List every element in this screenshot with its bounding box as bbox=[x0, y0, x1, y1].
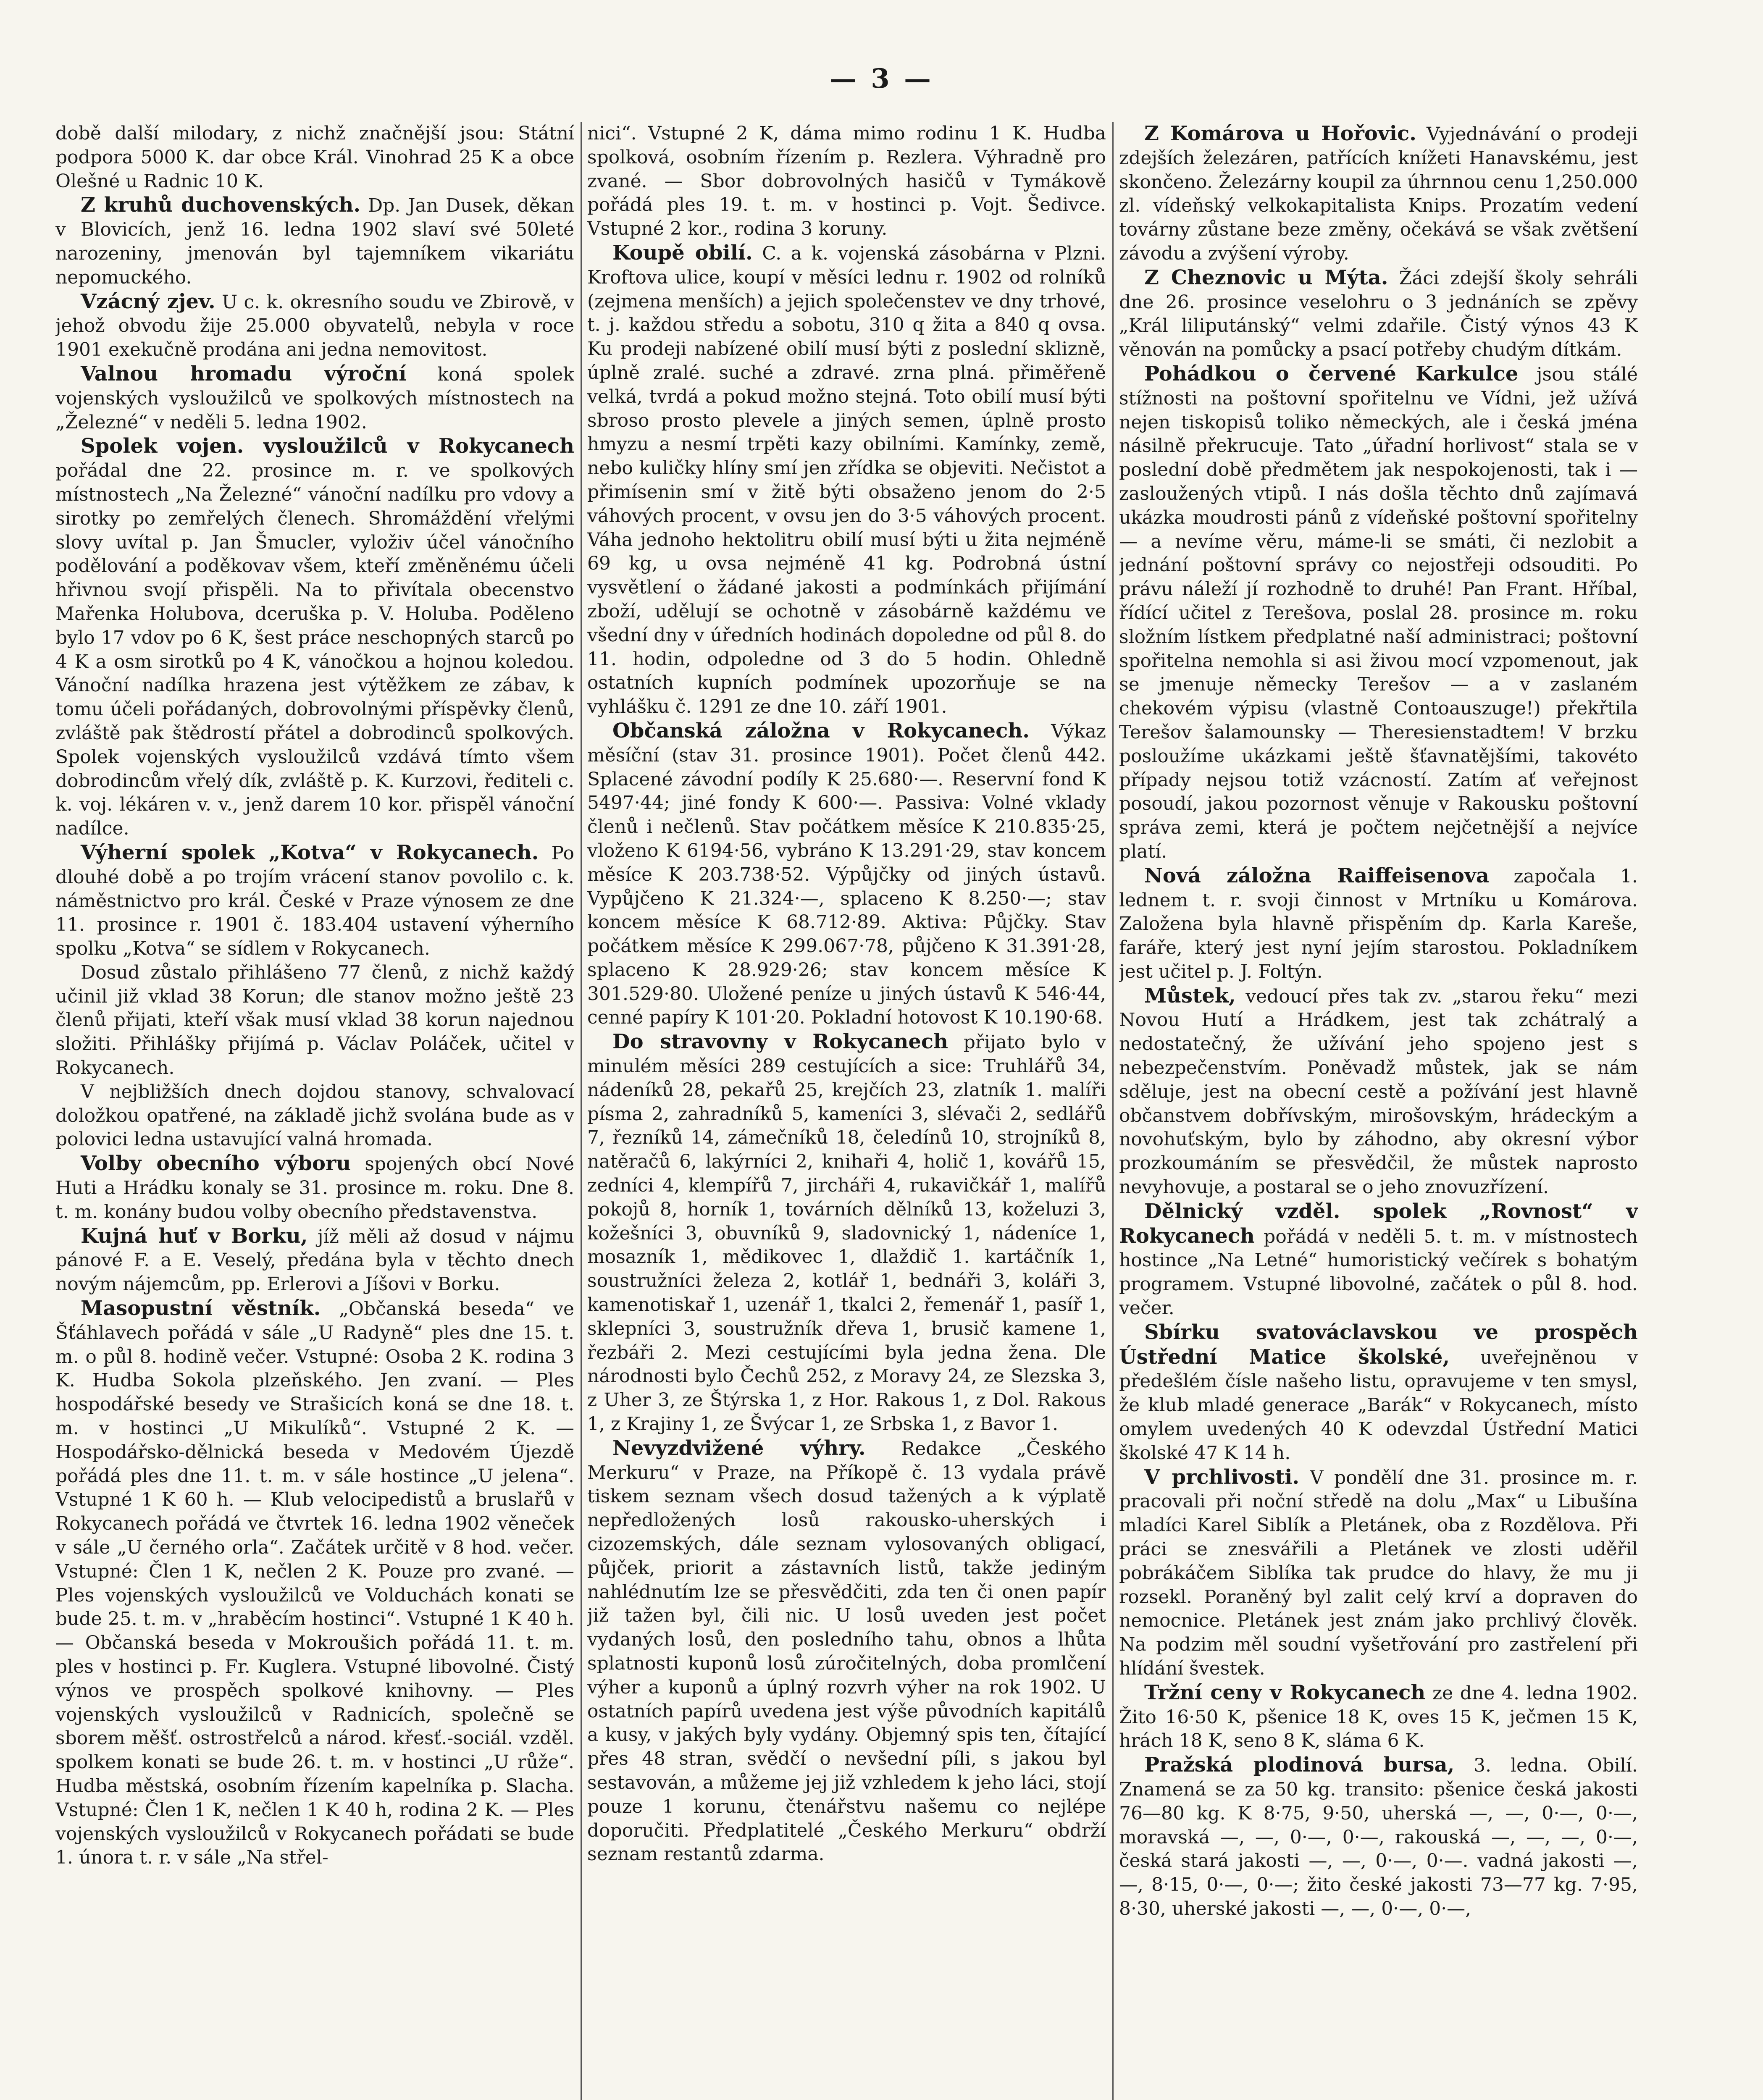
paragraph: Dosud zůstalo přihlášeno 77 členů, z nichž každý učinil již vklad 38 Korun; dle stanov možno ještě 23 členů přijati, kteří však musí vklad 38 korun najednou složiti. Přihlášky přijímá p. Václav Poláček, učitel v Rokycanech. bbox=[55, 961, 574, 1079]
article-body: Dp. Jan Dusek, děkan v Blovicích, jenž 16. ledna 1902 slaví své 50leté narozeniny, jmenován byl tajemníkem vikariátu nepomuckého. bbox=[55, 195, 574, 288]
article-body: U c. k. okresního soudu ve Zbirově, v jehož obvodu žije 25.000 obyvatelů, nebyla v roce 1901 exekučně prodána ani jedna nemovitost. bbox=[55, 291, 574, 361]
article-heading: Pohádkou o červené Karkulce bbox=[1144, 362, 1519, 386]
article bbox=[1119, 1465, 1638, 1681]
article-body: jíž měli až dosud v nájmu pánové F. a E. Veselý, předána byla v těchto dnech novým nájemcům, pp. Erlerovi a Jíšovi v Borku. bbox=[55, 1226, 574, 1295]
article bbox=[1119, 266, 1638, 362]
article bbox=[1119, 1200, 1638, 1320]
article bbox=[55, 841, 574, 961]
article-heading: Z Komárova u Hořovic. bbox=[1144, 122, 1416, 145]
article bbox=[55, 434, 574, 841]
column-3 bbox=[1119, 122, 1638, 2100]
article-body: Výkaz měsíční (stav 31. prosince 1901). Počet členů 442. Splacené závodní podíly K 25.680·—. Reservní fond K 5497·44; jiné fondy K 600·—. Passiva: Volné vklady členů i nečlenů. Stav počátkem měsíce K 210.835·25, vloženo K 6194·56, vybráno K 13.291·29, stav koncem měsíce K 203.738·52. Výpůjčky od jiných ústavů. Vypůjčeno K 21.324·—, splaceno K 8.250·—; stav koncem měsíce K 68.712·89. Aktiva: Půjčky. Stav počátkem měsíce K 299.067·78, půjčeno K 31.391·28, splaceno K 28.929·26; stav koncem měsíce K 301.529·80. Uložené peníze u jiných ústavů K 546·44, cenné papíry K 101·20. Pokladní hotovost K 10.190·68. bbox=[587, 720, 1106, 1029]
article-body: pořádal dne 22. prosince m. r. ve spolkových místnostech „Na Železné“ vánoční nadílku pro vdovy a sirotky po zemřelých členech. Shromáždění vřelými slovy uvítal p. Jan Šmucler, vyloživ účel vánočního podělování a poděkovav všem, kteří změněnému účeli hřivnou svojí přispěli. Na to přivítala obecenstvo Mařenka Holubova, dceruška p. V. Holuba. Poděleno bylo 17 vdov po 6 K, šest práce neschopných starců po 4 K a osm sirotků po 4 K, vánočkou a hojnou koledou. Vánoční nadílka hrazena jest výtěžkem ze zábav, k tomu účeli pořádaných, dobrovolnými příspěvky členů, zvláště pak štědrostí přátel a dobrodinců spolkových. Spolek vojenských vysloužilců vzdává tímto všem dobrodincům vřelý dík, zvláště p. K. Kurzovi, řediteli c. k. voj. lékáren v. v., jenž darem 10 kor. přispěl vánoční nadílce. bbox=[55, 460, 574, 840]
article-heading: Tržní ceny v Rokycanech bbox=[1144, 1680, 1426, 1704]
column-1 bbox=[55, 122, 574, 2100]
article-body: započala 1. lednem t. r. svoji činnost v Mrtníku u Komárova. Založena byla hlavně přispěním dp. Karla Kareše, faráře, který jest nyní jejím starostou. Pokladníkem jest učitel p. J. Foltýn. bbox=[1119, 865, 1638, 982]
article-heading: Kujná huť v Borku, bbox=[81, 1224, 308, 1248]
article bbox=[55, 1152, 574, 1224]
article bbox=[1119, 984, 1638, 1200]
article-heading: Občanská záložna v Rokycanech. bbox=[612, 719, 1030, 743]
article-heading: Můstek, bbox=[1144, 984, 1236, 1008]
column-rule bbox=[581, 122, 582, 2100]
article-body: ze dne 4. ledna 1902. Žito 16·50 K, pšenice 18 K, oves 15 K, ječmen 15 K, hrách 18 K, seno 8 K, sláma 6 K. bbox=[1119, 1682, 1638, 1752]
article bbox=[55, 1297, 574, 1870]
article-heading: Masopustní věstník. bbox=[81, 1297, 321, 1320]
article bbox=[55, 290, 574, 362]
article-body: Redakce „Českého Merkuru“ v Praze, na Příkopě č. 13 vydala právě tiskem seznam všech dosud tažených a k výplatě nepředložených losů rakousko-uherských i cizozemských, dále seznam vylosovaných obligací, půjček, priorit a zástavních listů, takže jediným nahlédnutím lze se přesvědčiti, zda ten či onen papír již tažen byl, čili nic. U losů uveden jest počet vydaných losů, den posledního tahu, obnos a lhůta splatnosti kuponů losů zúročitelných, doba promlčení výher a kuponů a úplný rozvrh výher na rok 1902. U ostatních papírů uvedena jest výše původních kapitálů a kusy, v jakých byly vydány. Objemný spis ten, čítající přes 48 stran, svědčí o nevšední píli, s jakou byl sestavován, a můžeme jej již vzhledem k jeho láci, stojí pouze 1 korunu, čtenářstvu našemu co nejlépe doporučiti. Předplatitelé „Českého Merkuru“ obdrží seznam restantů zdarma. bbox=[587, 1438, 1106, 1865]
article-body: spojených obcí Nové Huti a Hrádku konaly se 31. prosince m. roku. Dne 8. t. m. konány budou volby obecního představenstva. bbox=[55, 1153, 574, 1223]
article bbox=[1119, 362, 1638, 864]
article-body: „Občanská beseda“ ve Šťáhlavech pořádá v sále „U Radyně“ ples dne 15. t. m. o půl 8. hodině večer. Vstupné: Osoba 2 K. rodina 3 K. Hudba Sokola plzeňského. Jen zvaní. — Ples hospodářské besedy ve Strašicích koná se dne 18. t. m. v hostinci „U Mikulíků“. Vstupné 2 K. — Hospodářsko-dělnická beseda v Medovém Újezdě pořádá ples dne 11. t. m. v sále hostince „U jelena“. Vstupné 1 K 60 h. — Klub velocipedistů a bruslařů v Rokycanech pořádá ve čtvrtek 16. ledna 1902 věneček v sále „U černého orla“. Začátek určitě v 8 hod. večer. Vstupné: Člen 1 K, nečlen 2 K. Pouze pro zvané. — Ples vojenských vysloužilců ve Volduchách konati se bude 25. t. m. v „hraběcím hostinci“. Vstupné 1 K 40 h. — Občanská beseda v Mokroušich pořádá 11. t. m. ples v hostinci p. Fr. Kuglera. Vstupné libovolné. Čistý výnos ve prospěch spolkové knihovny. — Ples vojenských vysloužilců v Radnicích, společně se sborem měšť. ostrostřelců a národ. křesť.-sociál. vzděl. spolkem konati se bude 26. t. m. v hostinci „U růže“. Hudba městská, osobním řízením kapelníka p. Slacha. Vstupné: Člen 1 K, nečlen 1 K 40 h, rodina 2 K. — Ples vojenských vysloužilců v Rokycanech pořádati se bude 1. února t. r. v sále „Na střel- bbox=[55, 1298, 574, 1869]
paragraph: V nejbližších dnech dojdou stanovy, schvalovací doložkou opatřené, na základě jichž svolána bude as v polovici ledna ustavující valná hromada. bbox=[55, 1081, 574, 1150]
article bbox=[1119, 864, 1638, 984]
article bbox=[55, 193, 574, 289]
article-heading: Spolek vojen. vysloužilců v Rokycanech bbox=[81, 434, 574, 458]
article bbox=[587, 1030, 1106, 1436]
paragraph: době další milodary, z nichž značnější jsou: Státní podpora 5000 K. dar obce Král. Vinohrad 25 K a obce Olešné u Radnic 10 K. bbox=[55, 123, 574, 192]
article-heading: Valnou hromadu výroční bbox=[81, 362, 407, 386]
column-rule bbox=[1112, 122, 1114, 2100]
article-body: Žáci zdejší školy sehráli dne 26. prosince veselohru o 3 jednáních se zpěvy „Král liliputánský“ velmi zdařile. Čistý výnos 43 K věnován na pomůcky a psací potřeby chudým dítkám. bbox=[1119, 267, 1638, 361]
article-heading: Z kruhů duchovenských. bbox=[81, 193, 361, 217]
article bbox=[55, 362, 574, 434]
article-body: V pondělí dne 31. prosince m. r. pracovali při noční středě na dolu „Max“ u Libušína mladíci Karel Siblík a Pletánek, oba z Rozdělova. Při práci se znesvářili a Pletánek ve zlosti uděřil pobrákáčem Siblíka tak prudce do hlavy, že mu ji rozsekl. Poraněný byl zalit celý krví a dopraven do nemocnice. Pletánek jest znám jako prchlivý člověk. Na podzim měl soudní vyšetřování pro zastřelení při hlídání švestek. bbox=[1119, 1467, 1638, 1679]
article-body: přijato bylo v minulém měsíci 289 cestujících a sice: Truhlářů 34, nádeníků 28, pekařů 25, krejčích 23, zlatník 1. malíři písma 2, zahradníků 5, kameníci 3, slévači 2, sedlářů 7, řezníků 14, zámečníků 18, čeledínů 10, strojníků 8, natěračů 6, lakýrníci 2, knihaři 4, holič 1, kovářů 15, zedníci 4, klempířů 7, jircháři 4, rukavičkář 1, malířů pokojů 8, horník 1, továrních dělníků 13, koželuzi 3, kožešníci 3, obuvníků 9, sladovnický 1, nádeníce 1, mosazník 1, mědikovec 1, dlaždič 1. kartáčník 1, soustružníci železa 2, kotlář 1, bednáři 3, koláři 3, kamenotiskař 1, uzenář 1, tkalci 2, řemenář 1, pasíř 1, sklepníci 3, soustružník dřeva 1, brusič kamene 1, řezbáři 2. Mezi cestujícími byla jedna žena. Dle národnosti bylo Čechů 252, z Moravy 24, ze Slezska 3, z Uher 3, ze Štýrska 1, z Hor. Rakous 1, z Dol. Rakous 1, z Krajiny 1, ze Švýcar 1, ze Srbska 1, z Bavor 1. bbox=[587, 1032, 1106, 1435]
article-heading: Pražská plodinová bursa, bbox=[1144, 1753, 1455, 1777]
article-heading: Výherní spolek „Kotva“ v Rokycanech. bbox=[81, 840, 539, 864]
paragraph: nici“. Vstupné 2 K, dáma mimo rodinu 1 K. Hudba spolková, osobním řízením p. Rezlera. Výhradně pro zvané. — Sbor dobrovolných hasičů v Tymákově pořádá ples 19. t. m. v hostinci p. Vojt. Šedivce. Vstupné 2 kor., rodina 3 koruny. bbox=[587, 123, 1106, 240]
article-heading: Volby obecního výboru bbox=[81, 1152, 351, 1176]
article bbox=[1119, 1320, 1638, 1465]
article bbox=[55, 1224, 574, 1297]
article-heading: V prchlivosti. bbox=[1144, 1465, 1300, 1489]
article-body: pořádá v neděli 5. t. m. v místnostech hostince „Na Letné“ humoristický večírek s bohatým programem. Vstupné libovolné, začátek o půl 8. hod. večer. bbox=[1119, 1226, 1638, 1319]
article-body: 3. ledna. Obilí. Znamená se za 50 kg. transito: pšenice česká jakosti 76—80 kg. K 8·75, 9·50, uherská —, —, 0·—, 0·—, moravská —, —, 0·—, 0·—, rakouská —, —, —, 0·—, česká stará jakosti —, —, 0·—, 0·—. vadná jakosti —, —, 8·15, 0·—, 0·—; žito české jakosti 73—77 kg. 7·95, 8·30, uherské jakosti —, —, 0·—, 0·—, bbox=[1119, 1755, 1638, 1919]
article-body: koná spolek vojenských vysloužilců ve spolkových místnostech na „Železné“ v neděli 5. ledna 1902. bbox=[55, 363, 574, 433]
article bbox=[587, 1436, 1106, 1866]
article-body: Po dlouhé době a po trojím vrácení stanov povolilo c. k. náměstnictvo pro král. České v Praze výnosem ze dne 11. prosince r. 1901 č. 183.404 ustavení výherního spolku „Kotva“ se sídlem v Rokycanech. bbox=[55, 842, 574, 960]
article-heading: Do stravovny v Rokycanech bbox=[612, 1030, 948, 1054]
article-body: uveřejněnou v předešlém čísle našeho listu, opravujeme v ten smysl, že klub mladé generace „Barák“ v Rokycanech, místo omylem uvedených 40 K odevzdal Ústřední Matici školské 47 K 14 h. bbox=[1119, 1347, 1638, 1464]
article-heading: Dělnický vzděl. spolek „Rovnost“ v Rokycanech bbox=[1119, 1199, 1638, 1248]
article-heading: Nevyzdvižené výhry. bbox=[612, 1436, 866, 1460]
article bbox=[587, 719, 1106, 1030]
column-2 bbox=[587, 122, 1106, 2100]
article-heading: Koupě obilí. bbox=[612, 241, 753, 265]
article-heading: Vzácný zjev. bbox=[81, 289, 215, 313]
article bbox=[1119, 1681, 1638, 1753]
article-heading: Z Cheznovic u Mýta. bbox=[1144, 265, 1388, 289]
article bbox=[1119, 1753, 1638, 1921]
article-body: jsou stálé stížnosti na poštovní spořitelnu ve Vídni, jež užívá nejen tiskopisů toliko německých, ale i česká jména násilně překrucuje. Tato „úřadní horlivost“ stala se v poslední době předmětem jak nespokojenosti, tak i — zasloužených vtipů. I nás došla těchto dnů zajímavá ukázka moudrosti pánů z vídeňské poštovní spořitelny — a nevíme věru, máme-li se smáti, či nezlobit a jednání poštovní správy co nejostřeji odsouditi. Po právu náleží jí rozhodně to druhé! Pan Frant. Hříbal, řídící učitel z Terešova, poslal 28. prosince m. roku složním lístkem předplatné naší administraci; poštovní spořitelna nemohla si asi živou mocí vzpomenout, jak se jmenuje německy Terešov — a v zaslaném chekovém výpisu (vlastně Contoauszuge!) překřtila Terešov šalamounsky — Theresienstadtem! V brzku posloužíme ukázkami ještě šťavnatějšími, takovéto případy nejsou totiž vzácností. Zatím ať veřejnost posoudí, jakou pozornost věnuje v Rakousku poštovní správa zemi, která je počtem nejčetnější a nejvíce platí. bbox=[1119, 363, 1638, 862]
article-body: Vyjednávání o prodeji zdejších železáren, patřících knížeti Hanavskému, jest skončeno. Železárny koupil za úhrnnou cenu 1,250.000 zl. vídeňský velkokapitalista Knips. Prozatím vedení továrny zůstane beze změny, očekává se však zvětšení závodu a zvýšení výroby. bbox=[1119, 123, 1638, 264]
article-heading: Nová záložna Raiffeisenova bbox=[1144, 864, 1489, 887]
article-body: C. a k. vojenská zásobárna v Plzni. Kroftova ulice, koupí v měsíci lednu r. 1902 od rolníků (zejmena menších) a jejich společenstev ve dny trhové, t. j. každou středu a sobotu, 310 q žita a 840 q ovsa. Ku prodeji nabízené obilí musí býti z poslední sklizně, úplně zralé. suché a zdravé. zrna plná. přiměřeně velká, tvrdá a pokud možno stejná. Toto obilí musí býti sbroso prosto plevele a jiných semen, úplně prosto hmyzu a nesmí trpěti kazy obilními. Kamínky, země, nebo kuličky hlíny smí jen zřídka se objeviti. Nečistot a přimísenin smí v žitě býti obsaženo jenom do 2·5 váhových procent, v ovsu jen do 3·5 váhových procent. Váha jednoho hektolitru obilí musí býti u žita nejméně 69 kg, u ovsa nejméně 41 kg. Podrobná ústní vysvětlení o žádané jakosti a podmínkách přijímání zboží, udělují se ochotně v zásobárně každému ve všední dny v úředních hodinách dopoledne od půl 8. do 11. hodin, odpoledne od 3 do 5 hodin. Ohledně ostatních kupních podmínek upozorňuje se na vyhlášku č. 1291 ze dne 10. září 1901. bbox=[587, 242, 1106, 718]
article bbox=[587, 241, 1106, 719]
page-number: — 3 — bbox=[829, 63, 934, 94]
article bbox=[1119, 122, 1638, 266]
article-heading: Sbírku svatováclavskou ve prospěch Ústřední Matice školské, bbox=[1119, 1320, 1638, 1369]
article-body: vedoucí přes tak zv. „starou řeku“ mezi Novou Hutí a Hrádkem, jest tak zchátralý a nedostatečný, že užívání jeho spojeno jest s nebezpečenstvím. Poněvadž můstek, jak se nám sděluje, jest na obecní cestě a požívání jest hlavně občanstvem dobřívským, mirošovským, hrádeckým a novohuťským, bylo by záhodno, aby okresní výbor prozkoumáním se přesvědčil, že můstek naprosto nevyhovuje, a postaral se o jeho znovuzřízení. bbox=[1119, 985, 1638, 1198]
